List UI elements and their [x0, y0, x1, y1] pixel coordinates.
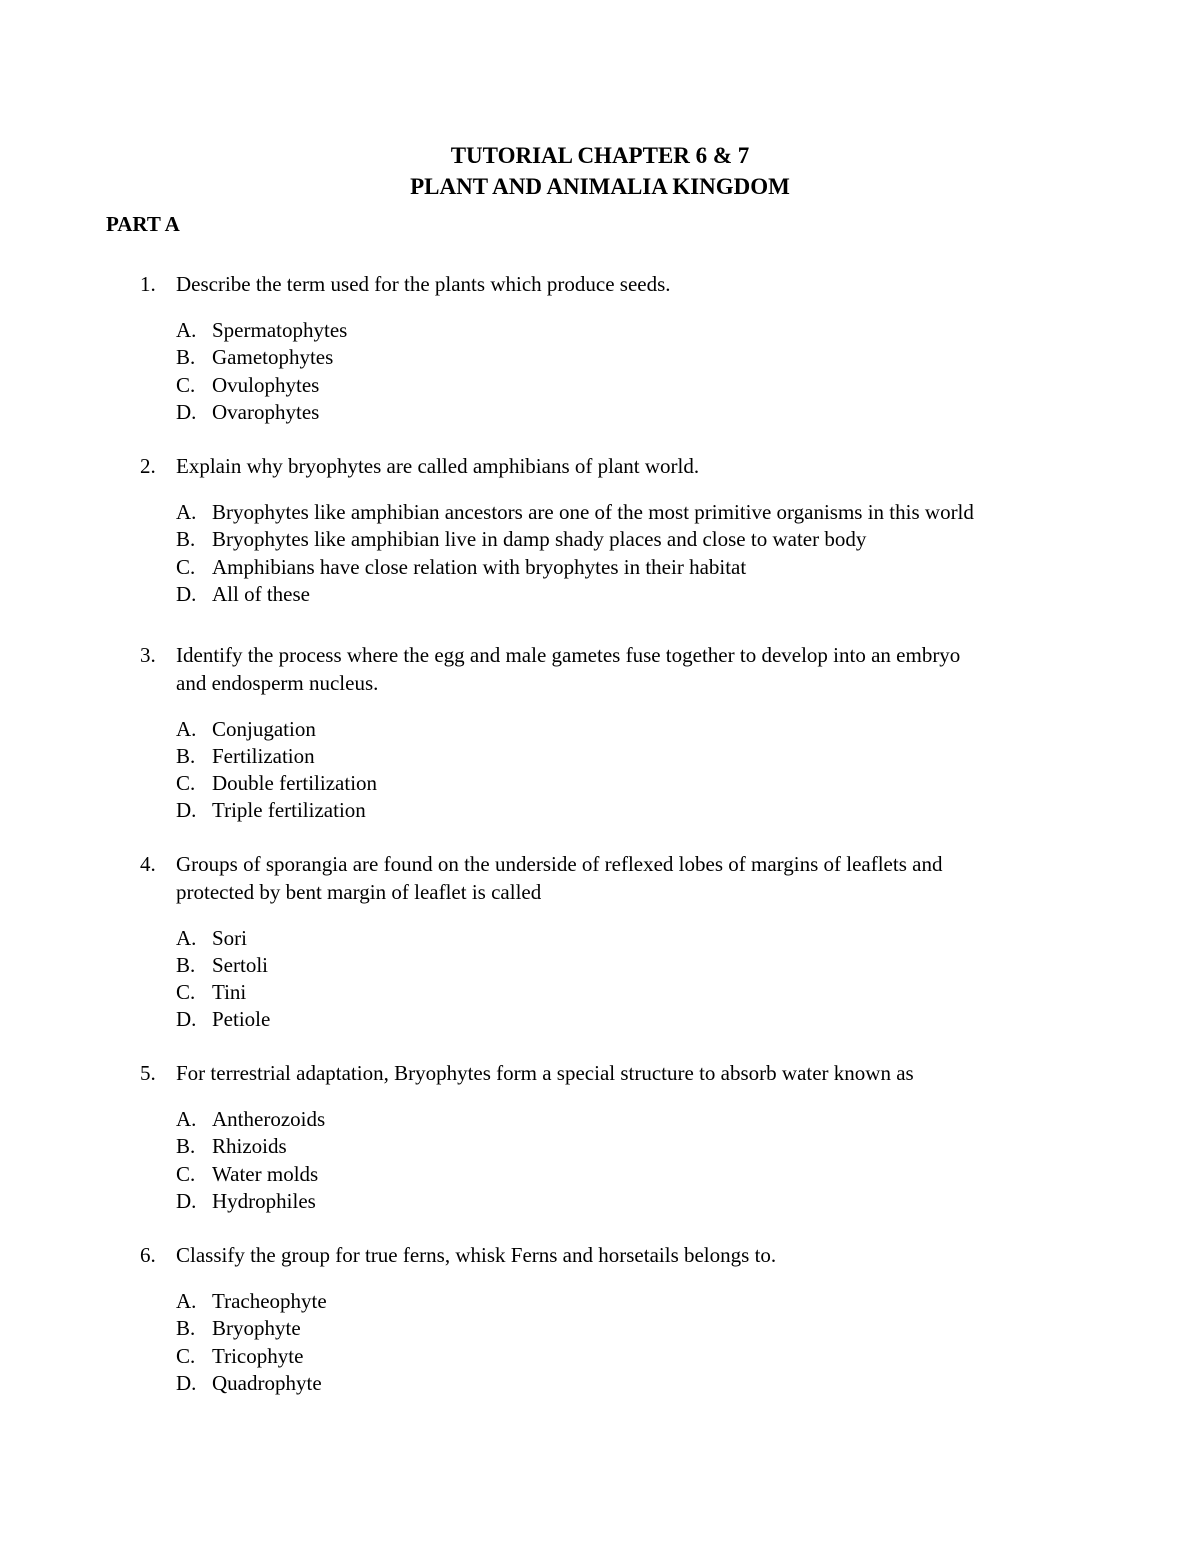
option-text: Tricophyte — [212, 1343, 304, 1368]
option-text: Antherozoids — [212, 1107, 326, 1131]
option-text: Petiole — [212, 1007, 271, 1032]
option-letter: D. — [176, 1007, 197, 1032]
option-letter: C. — [176, 554, 196, 579]
question-text: and endosperm nucleus. — [176, 670, 379, 695]
option-text: Ovulophytes — [212, 372, 320, 397]
option-letter: A. — [176, 500, 197, 524]
question-text: For terrestrial adaptation, Bryophytes form a special structure to absorb water known as — [176, 1061, 914, 1085]
question-number: 3. — [140, 643, 156, 667]
option-text: Double fertilization — [212, 771, 378, 796]
option-text: Hydrophiles — [212, 1188, 316, 1213]
option-text: Tracheophyte — [212, 1289, 327, 1313]
option-letter: A. — [176, 318, 197, 342]
question-number: 2. — [140, 454, 156, 478]
option-letter: C. — [176, 771, 196, 796]
option-text: Water molds — [212, 1161, 319, 1186]
option-text: Bryophytes like amphibian live in damp shady places and close to water body — [212, 527, 867, 552]
option-letter: C. — [176, 1343, 196, 1368]
option-text: Ovarophytes — [212, 399, 320, 424]
option-text: Bryophytes like amphibian ancestors are one of the most primitive organisms in this world — [212, 500, 974, 524]
option-text: Gametophytes — [212, 345, 334, 370]
option-text: Sori — [212, 925, 248, 950]
question-text: Groups of sporangia are found on the underside of reflexed lobes of margins of leaflets and — [176, 852, 943, 876]
question-number: 4. — [140, 852, 156, 876]
option-text: Quadrophyte — [212, 1370, 322, 1395]
option-letter: C. — [176, 980, 196, 1005]
option-text: Amphibians have close relation with bryophytes in their habitat — [212, 554, 747, 579]
part-heading: PART A — [106, 212, 180, 236]
option-letter: D. — [176, 798, 197, 823]
question-text: Classify the group for true ferns, whisk Ferns and horsetails belongs to. — [176, 1243, 777, 1267]
option-text: Rhizoids — [212, 1134, 287, 1159]
question-text: Explain why bryophytes are called amphibians of plant world. — [176, 454, 700, 478]
option-letter: D. — [176, 399, 197, 424]
option-text: All of these — [212, 581, 310, 606]
option-letter: A. — [176, 925, 197, 950]
option-letter: A. — [176, 1289, 197, 1313]
option-letter: A. — [176, 1107, 197, 1131]
document-title: TUTORIAL CHAPTER 6 & 7 — [450, 143, 750, 168]
option-letter: C. — [176, 1161, 196, 1186]
option-text: Bryophyte — [212, 1316, 301, 1341]
option-letter: B. — [176, 952, 196, 977]
option-letter: A. — [176, 716, 197, 741]
option-letter: D. — [176, 1370, 197, 1395]
option-letter: D. — [176, 581, 197, 606]
option-letter: D. — [176, 1188, 197, 1213]
question-text: Describe the term used for the plants which produce seeds. — [176, 272, 671, 296]
question-text: Identify the process where the egg and male gametes fuse together to develop into an embryo — [176, 643, 961, 667]
option-letter: B. — [176, 743, 196, 768]
option-letter: B. — [176, 345, 196, 370]
option-text: Tini — [212, 980, 247, 1005]
question-number: 5. — [140, 1061, 156, 1085]
option-text: Spermatophytes — [212, 318, 348, 342]
question-number: 1. — [140, 272, 156, 296]
question-number: 6. — [140, 1243, 156, 1267]
option-letter: B. — [176, 527, 196, 552]
option-text: Triple fertilization — [212, 798, 366, 823]
option-letter: B. — [176, 1134, 196, 1159]
question-text: protected by bent margin of leaflet is called — [176, 879, 542, 904]
option-letter: C. — [176, 372, 196, 397]
document-subtitle: PLANT AND ANIMALIA KINGDOM — [410, 174, 790, 199]
option-text: Sertoli — [212, 952, 268, 977]
option-text: Conjugation — [212, 716, 316, 741]
option-text: Fertilization — [212, 743, 315, 768]
option-letter: B. — [176, 1316, 196, 1341]
